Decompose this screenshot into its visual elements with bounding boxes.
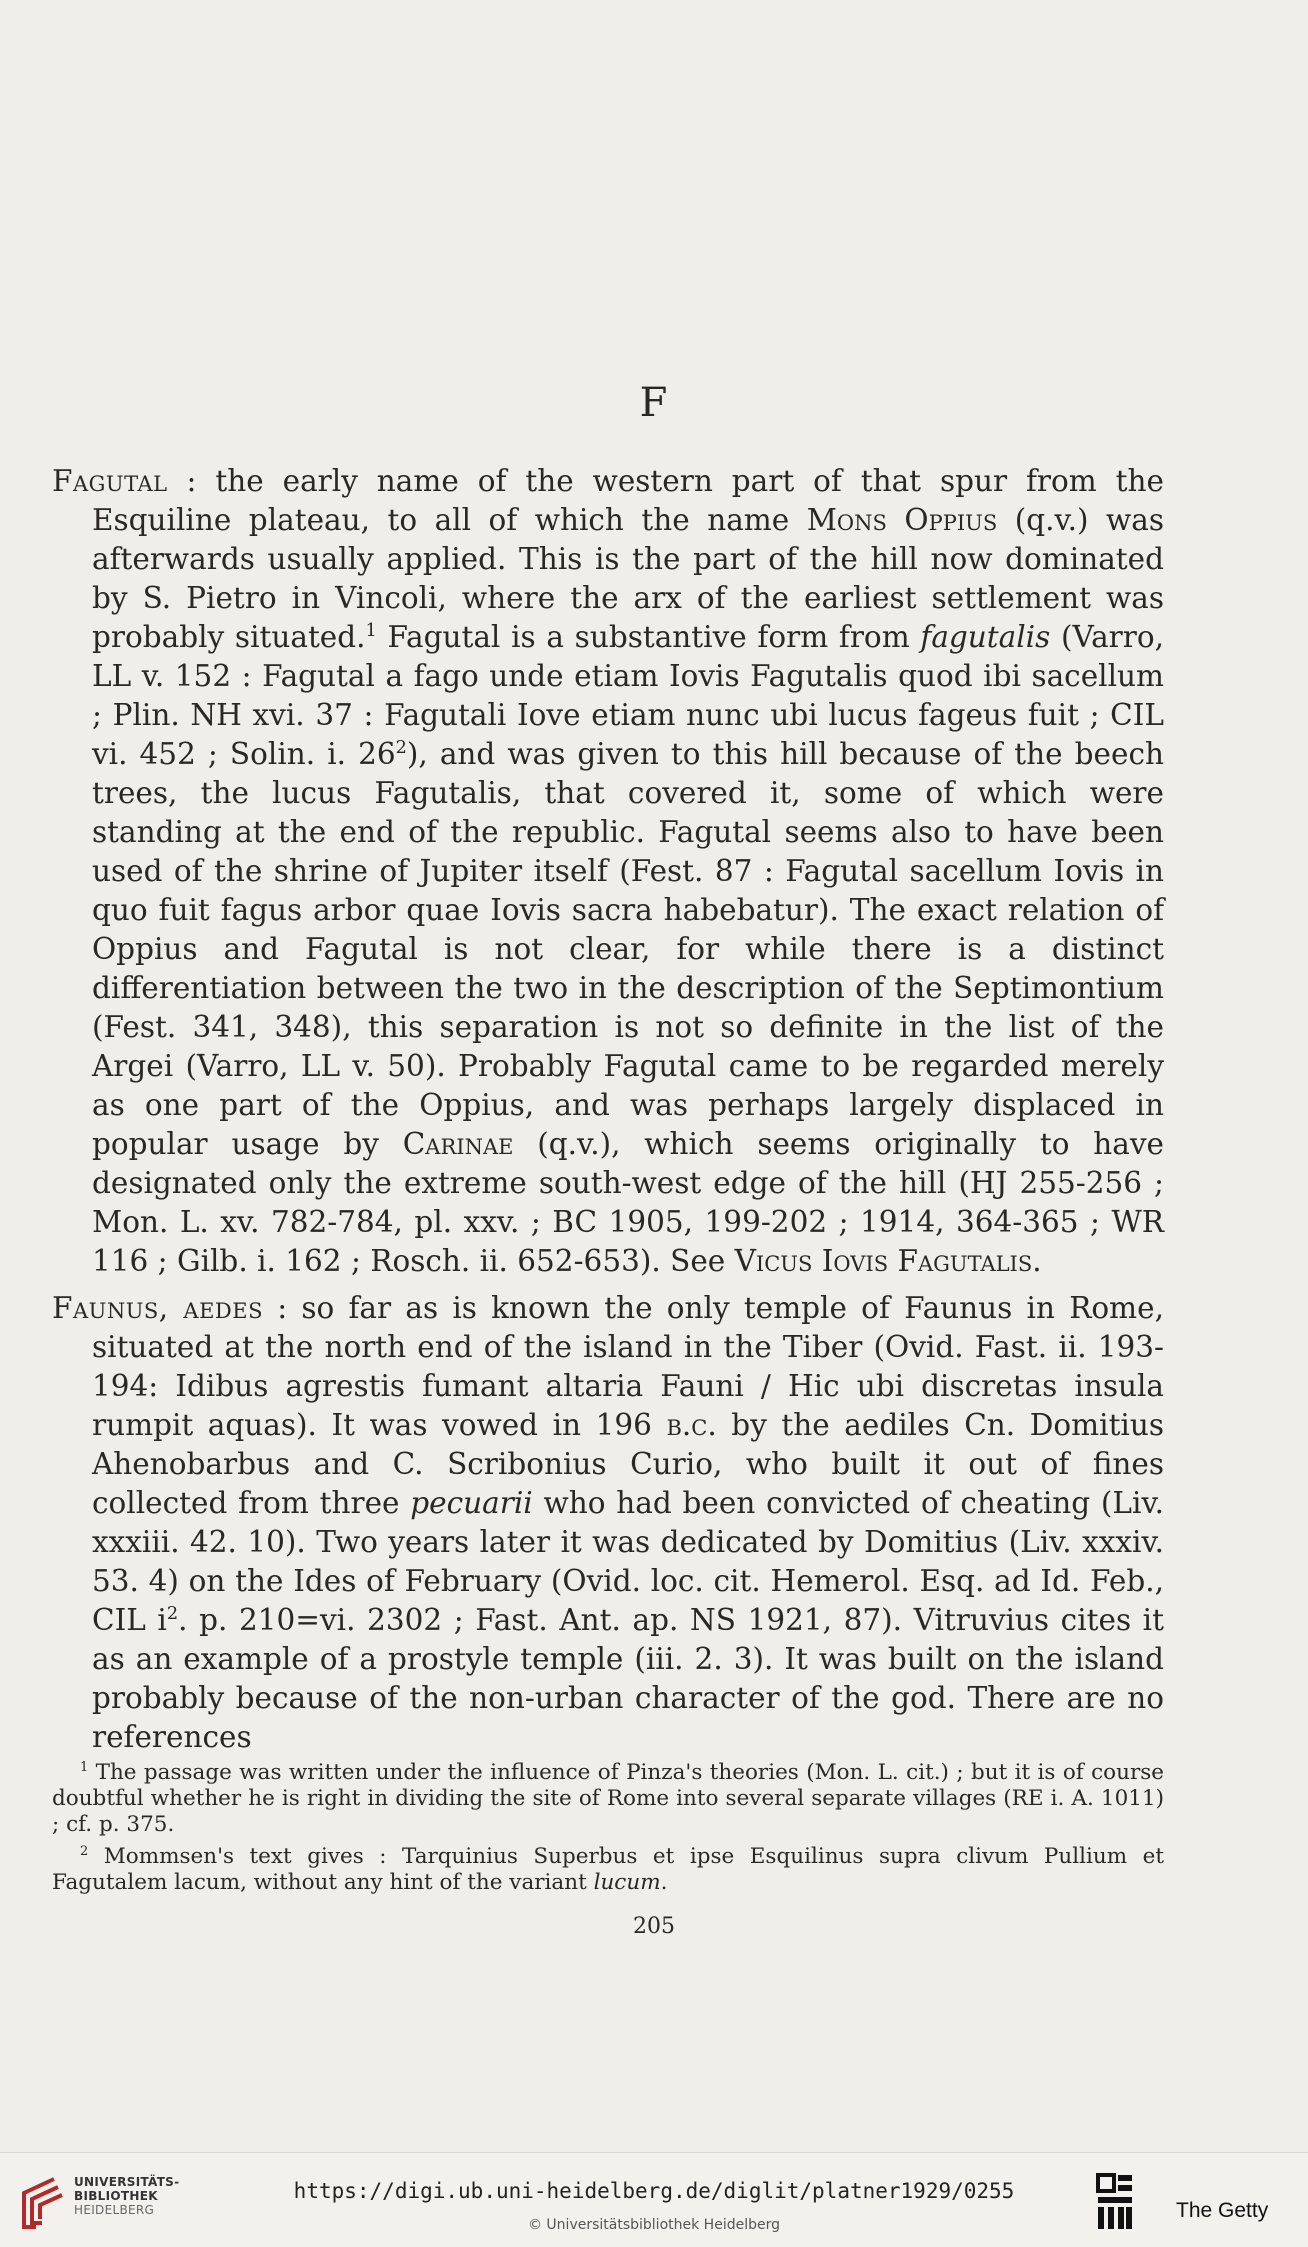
entry-text: (q.v.) was afterwards usually applied. This is the part of the hill now dominated by S. Pietro in Vincoli, where the arx of the earliest settlement was probably situated. [92, 503, 1164, 654]
cross-reference: Mons Oppius [806, 503, 998, 537]
footnote-number: 2 [80, 1843, 89, 1859]
getty-logo-icon [1096, 2173, 1134, 2233]
entry-text: who had been convicted of cheating (Liv. xxxiii. 42. 10). Two years later it was dedicated by Domitius (Liv. xxxiv. 53. 4) on the Ides of February (Ovid. loc. cit. Hemerol. Esq. ad Id. Feb., CIL i [92, 1486, 1164, 1637]
superscript: 2 [166, 1604, 179, 1625]
entry-headword: Fagutal [52, 464, 168, 498]
cross-reference: Carinae [402, 1127, 514, 1161]
footnote-marker: 1 [365, 621, 377, 642]
viewer-footer [0, 2152, 1308, 2247]
italic-term: fagutalis [920, 620, 1051, 654]
entry-fagutal [52, 462, 1164, 1281]
italic-term: pecuarii [410, 1486, 533, 1520]
footnote-number: 1 [80, 1759, 89, 1775]
entry-text: so far as is known the only temple of Faunus in Rome, situated at the north end of the island in the Tiber (Ovid. Fast. ii. 193-194: Idibus agrestis fumant altaria Fauni / Hic ubi discretas insula rumpit aquas). It was vowed in 196 [92, 1291, 1164, 1442]
era-abbreviation: b.c. [666, 1408, 717, 1442]
entry-text: . [1032, 1244, 1042, 1278]
entry-text: the early name of the western part of that spur from the Esquiline plateau, to all of which the name [92, 464, 1164, 537]
entry-text: (Varro, LL v. 152 : Fagutal a fago unde etiam Iovis Fagutalis quod ibi sacellum ; Plin. NH xvi. 37 : Fagutali Iove etiam nunc ubi lucus fageus fuit ; CIL vi. 452 ; Solin. i. 26 [92, 620, 1165, 771]
footnote-1 [52, 1760, 1164, 1838]
copyright-notice: © Universitätsbibliothek Heidelberg [527, 2217, 780, 2233]
entry-text: ), and was given to this hill because of the beech trees, the lucus Fagutalis, that covered it, some of which were standing at the end of the republic. Fagutal seems also to have been used of the shrine of Jupiter itself (Fest. 87 : Fagutal sacellum Iovis in quo fuit fagus arbor quae Iovis sacra habebatur). The exact relation of Oppius and Fagutal is not clear, for while there is a distinct differentiation between the two in the description of the Septimontium (Fest. 341, 348), this separation is not so definite in the list of the Argei (Varro, LL v. 50). Probably Fagutal came to be regarded merely as one part of the Oppius, and was perhaps largely displaced in popular usage by [92, 737, 1164, 1161]
entry-text: . p. 210=vi. 2302 ; Fast. Ant. ap. NS 1921, 87). Vitruvius cites it as an example of a prostyle temple (iii. 2. 3). It was built on the island probably because of the non-urban character of the god. There are no references [92, 1603, 1164, 1754]
italic-term: lucum [593, 1870, 661, 1895]
entry-text: by the aediles Cn. Domitius Ahenobarbus and C. Scribonius Curio, who built it out of fines collected from three [92, 1408, 1164, 1520]
entry-separator: : [167, 464, 216, 498]
section-letter-heading: F [639, 380, 669, 426]
footnote-marker: 2 [395, 738, 407, 759]
footnotes [52, 1760, 1164, 1902]
body-text [52, 462, 1164, 1765]
permalink-url[interactable]: https://digi.ub.uni-heidelberg.de/diglit/platner1929/0255 [293, 2179, 1015, 2203]
footnote-text: Mommsen's text gives : Tarquinius Superbus et ipse Esquilinus supra clivum Pullium et Fagutalem lacum, without any hint of the variant [52, 1844, 1164, 1895]
entry-faunus-aedes [52, 1289, 1164, 1757]
footnote-text: . [660, 1870, 668, 1895]
entry-headword: Faunus, aedes [52, 1291, 263, 1325]
footnote-2 [52, 1844, 1164, 1896]
page-number: 205 [633, 1914, 675, 1939]
partner-name: The Getty [1176, 2199, 1269, 2222]
footnote-text: The passage was written under the influence of Pinza's theories (Mon. L. cit.) ; but it is of course doubtful whether he is right in dividing the site of Rome into several separate villages (RE i. A. 1011) ; cf. p. 375. [52, 1760, 1164, 1837]
entry-text: (q.v.), which seems originally to have designated only the extreme south-west edge of the hill (HJ 255-256 ; Mon. L. xv. 782-784, pl. xxv. ; BC 1905, 199-202 ; 1914, 364-365 ; WR 116 ; Gilb. i. 162 ; Rosch. ii. 652-653). See [92, 1127, 1164, 1278]
cross-reference: Vicus Iovis Fagutalis [734, 1244, 1033, 1278]
entry-text: Fagutal is a substantive form from [376, 620, 921, 654]
library-name: UNIVERSITÄTS- BIBLIOTHEK HEIDELBERG [74, 2175, 180, 2217]
entry-separator: : [262, 1291, 302, 1325]
